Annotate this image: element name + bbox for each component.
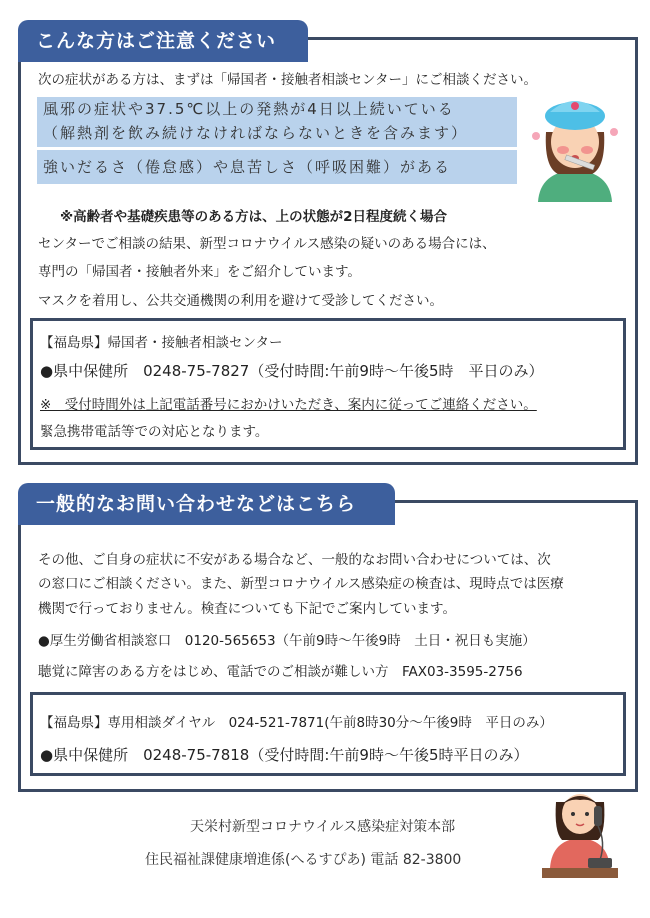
mask-text: マスクを着用し、公共交通機関の利用を避けて受診してください。 [38,293,443,309]
fukushima-dial[interactable]: 【福島県】専用相談ダイヤル 024-521-7871(午前8時30分～午後9時 平日のみ） [40,715,553,731]
footer-contact[interactable]: 住民福祉課健康増進係(へるすぴあ) 電話 82-3800 [145,852,462,868]
center-heading: 【福島県】帰国者・接触者相談センター [40,335,283,351]
mhlw-contact[interactable]: ●厚生労働省相談窓口 0120-565653（午前9時～午後9時 土日・祝日も実施） [38,633,536,649]
after-hours-note: ※ 受付時間外は上記電話番号におかけいただき、案内に従ってご連絡ください。 [40,397,537,413]
footer-headquarters: 天栄村新型コロナウイルス感染症対策本部 [190,819,456,835]
general-inquiry-title: 一般的なお問い合わせなどはこちら [18,483,395,525]
emergency-text: 緊急携帯電話等での対応となります。 [40,424,269,440]
symptom-box-fever [37,97,517,147]
caution-section-title: こんな方はご注意ください [18,20,308,62]
symptom-box-fatigue [37,150,517,184]
outpatient-text: 専門の「帰国者・接触者外来」をご紹介しています。 [38,264,361,280]
symptom-fatigue-text: 強いだるさ（倦怠感）や息苦しさ（呼吸困難）がある [43,158,452,176]
kenchu-health-center-phone[interactable]: ●県中保健所 0248-75-7818（受付時間:午前9時～午後5時平日のみ） [40,746,529,764]
general-text-line-3: 機関で行っておりません。検査についても下記でご案内しています。 [38,601,456,617]
general-text-line-1: その他、ご自身の症状に不安がある場合など、一般的なお問い合わせについては、次 [38,552,551,568]
sick-person-illustration [528,92,622,202]
elderly-note: ※高齢者や基礎疾患等のある方は、上の状態が2日程度続く場合 [60,209,448,225]
fax-contact[interactable]: 聴覚に障害のある方をはじめ、電話でのご相談が難しい方 FAX03-3595-2756 [38,664,523,680]
general-text-line-2: の窓口にご相談ください。また、新型コロナウイルス感染症の検査は、現時点では医療 [38,576,564,592]
symptom-fever-note: （解熱剤を飲み続けなければならないときを含みます） [43,124,469,142]
phone-operator-illustration [540,782,620,882]
intro-text: 次の症状がある方は、まずは「帰国者・接触者相談センター」にご相談ください。 [38,72,537,88]
symptom-fever-text: 風邪の症状や37.5℃以上の発熱が4日以上続いている [43,100,455,118]
consult-result-text: センターでご相談の結果、新型コロナウイルス感染の疑いのある場合には、 [38,236,496,252]
center-phone[interactable]: ●県中保健所 0248-75-7827（受付時間:午前9時～午後5時 平日のみ） [40,362,544,380]
